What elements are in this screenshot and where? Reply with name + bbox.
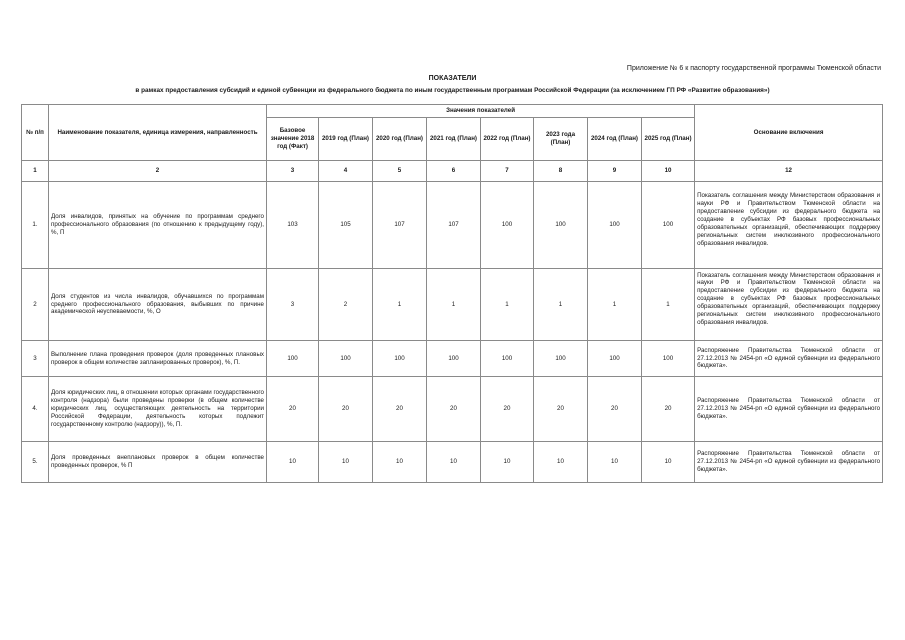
column-header-year: 2020 год (План) <box>373 118 427 161</box>
value-cell: 20 <box>481 377 534 442</box>
value-cell: 1 <box>427 269 481 341</box>
value-cell: 10 <box>481 442 534 483</box>
value-cell: 1 <box>534 269 588 341</box>
column-index: 10 <box>642 161 695 182</box>
inclusion-basis <box>695 182 883 269</box>
value-cell: 105 <box>319 182 373 269</box>
table-row <box>22 341 883 377</box>
column-header-number: № п/п <box>22 105 49 161</box>
value-cell: 100 <box>534 182 588 269</box>
inclusion-basis-text: Показатель соглашения между Министерством образования и науки РФ и Правительством Тюменской области на предоставление субсидии из федерального бюджета на создание в субъектах РФ базовых профессиональных образовательных организаций, обеспечивающих поддержку региональных систем инклюзивного профессионального образования инвалидов. <box>697 271 881 327</box>
indicator-name: Доля студентов из числа инвалидов, обучавшихся по программам среднего профессионального образования, выбывших по причине академической неуспеваемости, %, О <box>49 269 267 341</box>
value-cell: 107 <box>373 182 427 269</box>
value-cell: 100 <box>642 341 695 377</box>
indicator-name: Доля юридических лиц, в отношении которых органами государственного контроля (надзора) были проведены проверки (в общем количестве юридических лиц, осуществляющих деятельность на территории Российской Федерации, деятельность которых подлежит государственному контролю (надзору)), %, П. <box>49 377 267 442</box>
column-index: 4 <box>319 161 373 182</box>
value-cell: 100 <box>481 341 534 377</box>
value-base: 100 <box>267 341 319 377</box>
value-cell: 100 <box>373 341 427 377</box>
value-cell: 20 <box>534 377 588 442</box>
value-base: 103 <box>267 182 319 269</box>
column-index: 3 <box>267 161 319 182</box>
column-index: 1 <box>22 161 49 182</box>
value-base: 3 <box>267 269 319 341</box>
table-row <box>22 442 883 483</box>
value-cell: 1 <box>588 269 642 341</box>
value-cell: 100 <box>319 341 373 377</box>
document-title: ПОКАЗАТЕЛИ <box>428 75 477 82</box>
value-cell: 20 <box>319 377 373 442</box>
inclusion-basis: Распоряжение Правительства Тюменской области от 27.12.2013 № 2454-рп «О единой субвенции из федерального бюджета». <box>695 341 883 377</box>
appendix-note: Приложение № 6 к паспорту государственной программы Тюменской области <box>626 65 881 72</box>
value-cell: 2 <box>319 269 373 341</box>
value-cell: 10 <box>319 442 373 483</box>
column-index: 7 <box>481 161 534 182</box>
table-row <box>22 269 883 341</box>
value-cell: 10 <box>373 442 427 483</box>
column-group-values: Значения показателей <box>267 105 695 118</box>
value-cell: 1 <box>642 269 695 341</box>
table-row <box>22 182 883 269</box>
value-cell: 100 <box>642 182 695 269</box>
column-index: 8 <box>534 161 588 182</box>
table-row <box>22 377 883 442</box>
row-number: 3 <box>22 341 49 377</box>
inclusion-basis-text: Показатель соглашения между Министерством образования и науки РФ и Правительством Тюменской области на предоставление субсидии из федерального бюджета на создание в субъектах РФ базовых профессиональных образовательных организаций, обеспечивающих поддержку региональных систем инклюзивного профессионального образования инвалидов. <box>697 192 881 247</box>
row-number: 2 <box>22 269 49 341</box>
value-cell: 100 <box>427 341 481 377</box>
column-header-basis: Основание включения <box>695 105 883 161</box>
column-index: 2 <box>49 161 267 182</box>
column-header-year: 2021 год (План) <box>427 118 481 161</box>
column-index-row <box>22 161 883 182</box>
value-cell: 100 <box>481 182 534 269</box>
indicator-name: Выполнение плана проведения проверок (доля проведенных плановых проверок в общем количестве запланированных проверок), %, П. <box>49 341 267 377</box>
inclusion-basis: Распоряжение Правительства Тюменской области от 27.12.2013 № 2454-рп «О единой субвенции из федерального бюджета». <box>695 442 883 483</box>
indicator-name: Доля инвалидов, принятых на обучение по программам среднего профессионального образования (по отношению к предыдущему году), %, П <box>49 182 267 269</box>
column-header-year: 2024 год (План) <box>588 118 642 161</box>
row-number: 5. <box>22 442 49 483</box>
value-cell: 20 <box>427 377 481 442</box>
value-cell: 107 <box>427 182 481 269</box>
value-cell: 100 <box>588 341 642 377</box>
inclusion-basis: Распоряжение Правительства Тюменской области от 27.12.2013 № 2454-рп «О единой субвенции из федерального бюджета». <box>695 377 883 442</box>
value-cell: 20 <box>642 377 695 442</box>
column-header-year: 2023 года (План) <box>534 118 588 161</box>
value-cell: 1 <box>373 269 427 341</box>
value-cell: 10 <box>588 442 642 483</box>
value-cell: 100 <box>534 341 588 377</box>
inclusion-basis <box>695 269 883 341</box>
value-cell: 1 <box>481 269 534 341</box>
value-cell: 10 <box>427 442 481 483</box>
value-cell: 20 <box>373 377 427 442</box>
column-header-year: 2019 год (План) <box>319 118 373 161</box>
document-subtitle: в рамках предоставления субсидий и единой субвенции из федерального бюджета по иным государственным программам Российской Федерации (за исключением ГП РФ «Развитие образования») <box>135 87 770 94</box>
column-header-year: 2022 год (План) <box>481 118 534 161</box>
value-cell: 10 <box>642 442 695 483</box>
column-header-year: 2025 год (План) <box>642 118 695 161</box>
column-index: 12 <box>695 161 883 182</box>
column-header-base: Базовое значение 2018 год (Факт) <box>267 118 319 161</box>
column-index: 9 <box>588 161 642 182</box>
column-index: 6 <box>427 161 481 182</box>
row-number: 4. <box>22 377 49 442</box>
indicators-table <box>21 104 883 483</box>
value-cell: 20 <box>588 377 642 442</box>
column-index: 5 <box>373 161 427 182</box>
indicator-name: Доля проведенных внеплановых проверок в общем количестве проведенных проверок, % П <box>49 442 267 483</box>
row-number: 1. <box>22 182 49 269</box>
value-cell: 100 <box>588 182 642 269</box>
column-header-name: Наименование показателя, единица измерения, направленность <box>49 105 267 161</box>
value-cell: 10 <box>534 442 588 483</box>
value-base: 20 <box>267 377 319 442</box>
value-base: 10 <box>267 442 319 483</box>
